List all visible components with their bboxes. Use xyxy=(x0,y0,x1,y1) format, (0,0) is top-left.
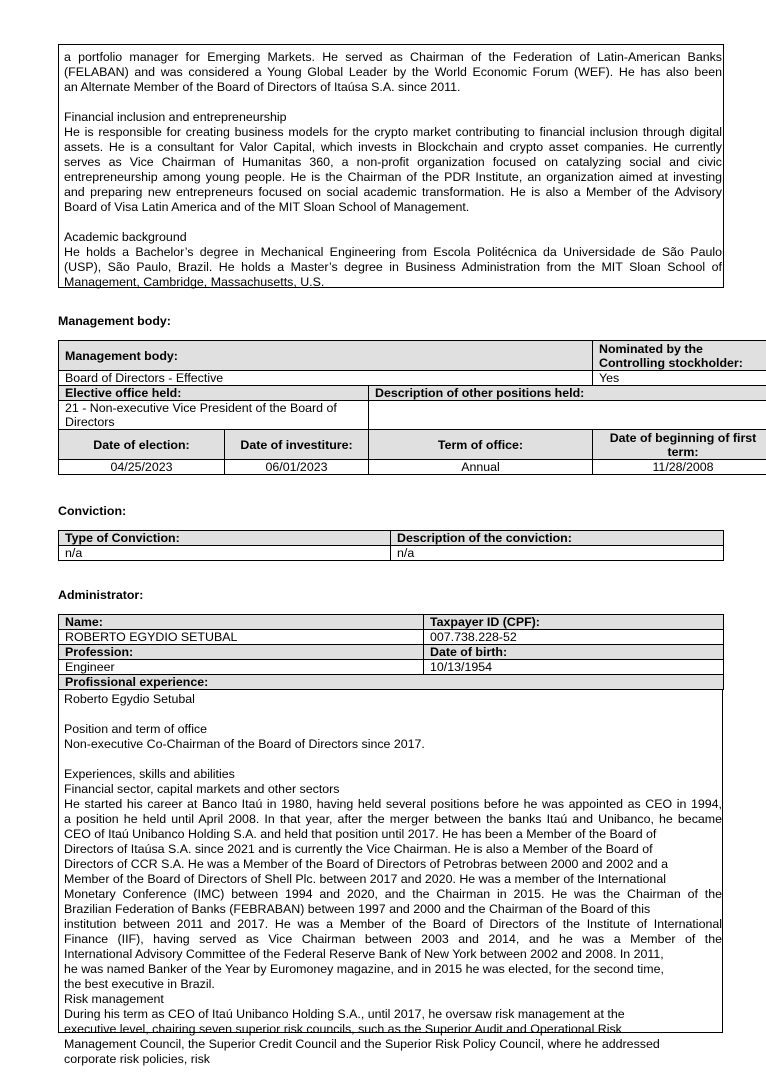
bio-line: a portfolio manager for Emerging Markets. He served as Chairman of the Federation of Latin-American Banks xyxy=(64,50,722,64)
term-office-header: Term of office: xyxy=(369,430,593,460)
taxpayer-header: Taxpayer ID (CPF): xyxy=(424,615,724,630)
bio-line: and preparing new entrepreneurs focused on social academic transformation. He is also a Member of the Advisory xyxy=(64,185,722,199)
experience-line: Management Council, the Superior Credit Council and the Superior Risk Policy Council, where he addressed xyxy=(64,1037,660,1051)
bio-heading: Academic background xyxy=(64,230,187,244)
experience-line: Directors of Itaúsa S.A. since 2021 and is currently the Vice Chairman. He is also a Member of the Board of xyxy=(64,842,653,856)
bio-line: (FELABAN) and was considered a Young Global Leader by the World Economic Forum (WEF). He has also been xyxy=(64,65,722,79)
experience-line xyxy=(64,752,722,767)
experience-line: institution between 2011 and 2017. He was a Member of the Board of Directors of the Institute of International xyxy=(64,917,722,931)
profession-header: Profession: xyxy=(59,645,424,660)
bio-line: assets. He is a consultant for Valor Capital, which invests in Blockchain and crypto asset companies. He currently xyxy=(64,140,722,154)
bio-line: Board of Visa Latin America and of the MIT Sloan School of Management. xyxy=(64,200,470,214)
bio-line: (USP), São Paulo, Brazil. He holds a Master’s degree in Business Administration from the MIT Sloan School of xyxy=(64,260,722,274)
conviction-table xyxy=(58,530,724,561)
bio-line: entrepreneurship among young people. He is the Chairman of the PDR Institute, an organization aimed at investing xyxy=(64,170,722,184)
administrator-section-title: Administrator: xyxy=(58,588,144,602)
experience-line: Finance (IIF), having served as Vice Chairman between 2003 and 2014, and he was a Member of the xyxy=(64,932,722,946)
experience-line: Roberto Egydio Setubal xyxy=(64,692,195,706)
term-office-value: Annual xyxy=(369,460,593,475)
experience-heading: Risk management xyxy=(64,992,164,1006)
experience-heading: Experiences, skills and abilities xyxy=(64,767,235,781)
bio-line: serves as Vice Chairman of Humanitas 360, a non-profit organization focused on catalyzing social and civic xyxy=(64,155,722,169)
date-election-value: 04/25/2023 xyxy=(59,460,225,475)
other-positions-header: Description of other positions held: xyxy=(369,386,766,401)
date-investiture-header: Date of investiture: xyxy=(225,430,369,460)
taxpayer-value: 007.738.228-52 xyxy=(424,630,724,645)
experience-line: corporate risk policies, risk xyxy=(64,1052,210,1066)
experience-line: International Advisory Committee of the Federal Reserve Bank of New York between 2002 and 2008. In 2011, xyxy=(64,947,664,961)
experience-line: executive level, chairing seven superior risk councils, such as the Superior Audit and Operational Risk xyxy=(64,1022,622,1036)
nominated-value: Yes xyxy=(593,371,766,386)
management-table xyxy=(58,340,766,475)
experience-line: He started his career at Banco Itaú in 1980, having held several positions before he was appointed as CEO in 1994, xyxy=(64,797,722,811)
experience-line: CEO of Itaú Unibanco Holding S.A. and held that position until 2017. He has been a Member of the Board of xyxy=(64,827,657,841)
name-value: ROBERTO EGYDIO SETUBAL xyxy=(59,630,424,645)
management-body-value: Board of Directors - Effective xyxy=(59,371,593,386)
date-of-birth-header: Date of birth: xyxy=(424,645,724,660)
experience-text xyxy=(64,692,722,1067)
conviction-type-value: n/a xyxy=(59,546,391,561)
date-of-birth-value: 10/13/1954 xyxy=(424,660,724,675)
name-header: Name: xyxy=(59,615,424,630)
experience-line: During his term as CEO of Itaú Unibanco Holding S.A., until 2017, he oversaw risk management at the xyxy=(64,1007,625,1021)
conviction-description-header: Description of the conviction: xyxy=(391,531,724,546)
bio-line: He holds a Bachelor’s degree in Mechanical Engineering from Escola Politécnica da Universidade de São Paulo xyxy=(64,245,722,259)
other-positions-value xyxy=(369,401,766,430)
conviction-description-value: n/a xyxy=(391,546,724,561)
experience-line: the best executive in Brazil. xyxy=(64,977,215,991)
experience-line: a position he held until April 2008. In that year, after the merger between the banks Itaú and Unibanco, he became xyxy=(64,812,722,826)
experience-heading: Financial sector, capital markets and other sectors xyxy=(64,782,340,796)
profession-value: Engineer xyxy=(59,660,424,675)
first-term-header: Date of beginning of first term: xyxy=(593,430,766,460)
experience-line: Monetary Conference (IMC) between 1994 and 2020, and the Chairman in 2015. He was the Chairman of the xyxy=(64,887,722,901)
experience-header: Profissional experience: xyxy=(59,675,724,690)
management-body-header: Management body: xyxy=(59,341,593,371)
date-election-header: Date of election: xyxy=(59,430,225,460)
experience-line: he was named Banker of the Year by Euromoney magazine, and in 2015 he was elected, for the second time, xyxy=(64,962,664,976)
bio-text xyxy=(64,50,722,290)
first-term-value: 11/28/2008 xyxy=(593,460,766,475)
management-section-title: Management body: xyxy=(58,314,171,328)
bio-heading: Financial inclusion and entrepreneurship xyxy=(64,110,287,124)
date-investiture-value: 06/01/2023 xyxy=(225,460,369,475)
conviction-type-header: Type of Conviction: xyxy=(59,531,391,546)
experience-line: Directors of CCR S.A. He was a Member of the Board of Directors of Petrobras between 2000 and 2002 and a xyxy=(64,857,669,871)
elective-office-header: Elective office held: xyxy=(59,386,369,401)
bio-line: Management, Cambridge, Massachusetts, U.S. xyxy=(64,275,325,289)
experience-line: Member of the Board of Directors of Shell Plc. between 2017 and 2020. He was a member of the International xyxy=(64,872,666,886)
experience-heading: Position and term of office xyxy=(64,722,208,736)
experience-line: Brazilian Federation of Banks (FEBRABAN) between 1997 and 2000 and the Chairman of the Board of this xyxy=(64,902,651,916)
experience-line xyxy=(64,707,722,722)
elective-office-value: 21 - Non-executive Vice President of the Board of Directors xyxy=(59,401,369,430)
bio-line xyxy=(64,95,722,110)
nominated-header: Nominated by the Controlling stockholder: xyxy=(593,341,766,371)
administrator-table xyxy=(58,614,724,690)
bio-line xyxy=(64,215,722,230)
experience-line: Non-executive Co-Chairman of the Board of Directors since 2017. xyxy=(64,737,425,751)
conviction-section-title: Conviction: xyxy=(58,504,127,518)
bio-line: He is responsible for creating business models for the crypto market contributing to financial inclusion through digital xyxy=(64,125,722,139)
bio-line: an Alternate Member of the Board of Directors of Itaúsa S.A. since 2011. xyxy=(64,80,461,94)
